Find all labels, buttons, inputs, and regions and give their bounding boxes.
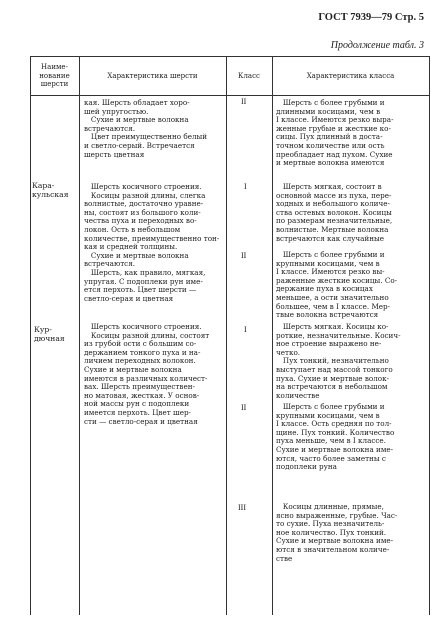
class-characteristic-text: Косицы длинные, прямые, ясно выраженные, грубые. Час- то сухие. Пуха незначитель- ное количество. Пух тонкий. Сухие и мертвые волокна име- ются в значительном количе- стве [276, 502, 398, 563]
wool-characteristic-text: кая. Шерсть обладает хоро- шей упругостью. Сухие и мертвые волокна встречаются. Цвет преимущественно белый и светло-серый. Встречается шерсть цветная [84, 98, 208, 159]
class-number: II [241, 251, 247, 260]
page-header: ГОСТ 7939—79 Стр. 5 [318, 12, 424, 23]
class-number: II [241, 403, 247, 412]
header-class-characteristic: Характеристика класса [306, 71, 395, 80]
class-number: II [241, 97, 247, 106]
wool-characteristics-table [30, 56, 430, 615]
class-number: I [244, 325, 247, 334]
table-border-left [30, 57, 31, 615]
wool-name-karakul: Кара- кульская [32, 181, 69, 199]
class-number: I [244, 182, 247, 191]
class-number: III [238, 503, 246, 512]
column-divider [272, 57, 273, 615]
class-characteristic-text: Шерсть с более грубыми и крупными косицами, чем в I классе. Имеются резко вы- раженные жесткие косицы. Со- держание пуха в косицах меньшее, а ости значительно большее, чем в I классе. Мер- твые волокна встречаются [276, 250, 398, 320]
column-divider [79, 57, 80, 615]
wool-name-kurdyuchnaya: Кур- дючная [34, 325, 65, 343]
header-class: Класс [238, 71, 260, 80]
class-characteristic-text: Шерсть мягкая, состоит в основной массе из пуха, пере- ходных и небольшого количе- ства остевых волокон. Косицы по размерам незначительные, волнистые. Мертвые волокна встречаются как случайные [276, 182, 393, 243]
table-continuation-label: Продолжение табл. 3 [330, 40, 424, 51]
header-wool-name: Наиме- нование шерсти [39, 63, 70, 89]
wool-characteristic-text: Шерсть косичного строения. Косицы разной длины, слегка волнистые, достаточно уравне- ны, состоят из большого коли- чества пуха и переходных во- локон. Ость в небольшом количестве, преимущественно тон- кая и средней толщины. Сухие и мертвые волокна встречаются. Шерсть, как правило, мягкая, упругая. С подоплеки рун име- ется перхоть. Цвет шерсти — светло-серая и цветная [84, 182, 220, 303]
table-border-right [429, 57, 430, 615]
header-wool-characteristic: Характеристика шерсти [107, 71, 198, 80]
wool-characteristic-text: Шерсть косичного строения. Косицы разной длины, состоят из грубой ости с большим со- держанием тонкого пуха и на- личием переходных волокон. Сухие и мертвые волокна имеются в различных количест- вах. Шерсть преимуществен- но матовая, жесткая. У основ- ной массы рун с подоплеки имеется перхоть. Цвет шер- сти — светло-серая и цветная [84, 322, 210, 426]
class-characteristic-text: Шерсть с более грубыми и крупными косицами, чем в I классе. Ость средняя по тол- щине. Пух тонкий. Количество пуха меньше, чем в I классе. Сухие и мертвые волокна име- ются, часто более заметны с подоплеки руна [276, 402, 395, 472]
class-characteristic-text: Шерсть с более грубыми и длинными косицами, чем в I классе. Имеются резко выра- женные грубые и жесткие ко- сицы. Пух длинный в доста- точном количестве или ость преобладает над пухом. Сухие и мертвые волокна имеются [276, 98, 394, 168]
class-characteristic-text: Шерсть мягкая. Косицы ко- роткие, незначительные. Косич- ное строение выражено не- четко. Пух тонкий, незначительно выступает над массой тонкого пуха. Сухие и мертвые волок- на встречаются в небольшом количестве [276, 322, 401, 400]
column-divider [226, 57, 227, 615]
header-divider [30, 95, 430, 96]
